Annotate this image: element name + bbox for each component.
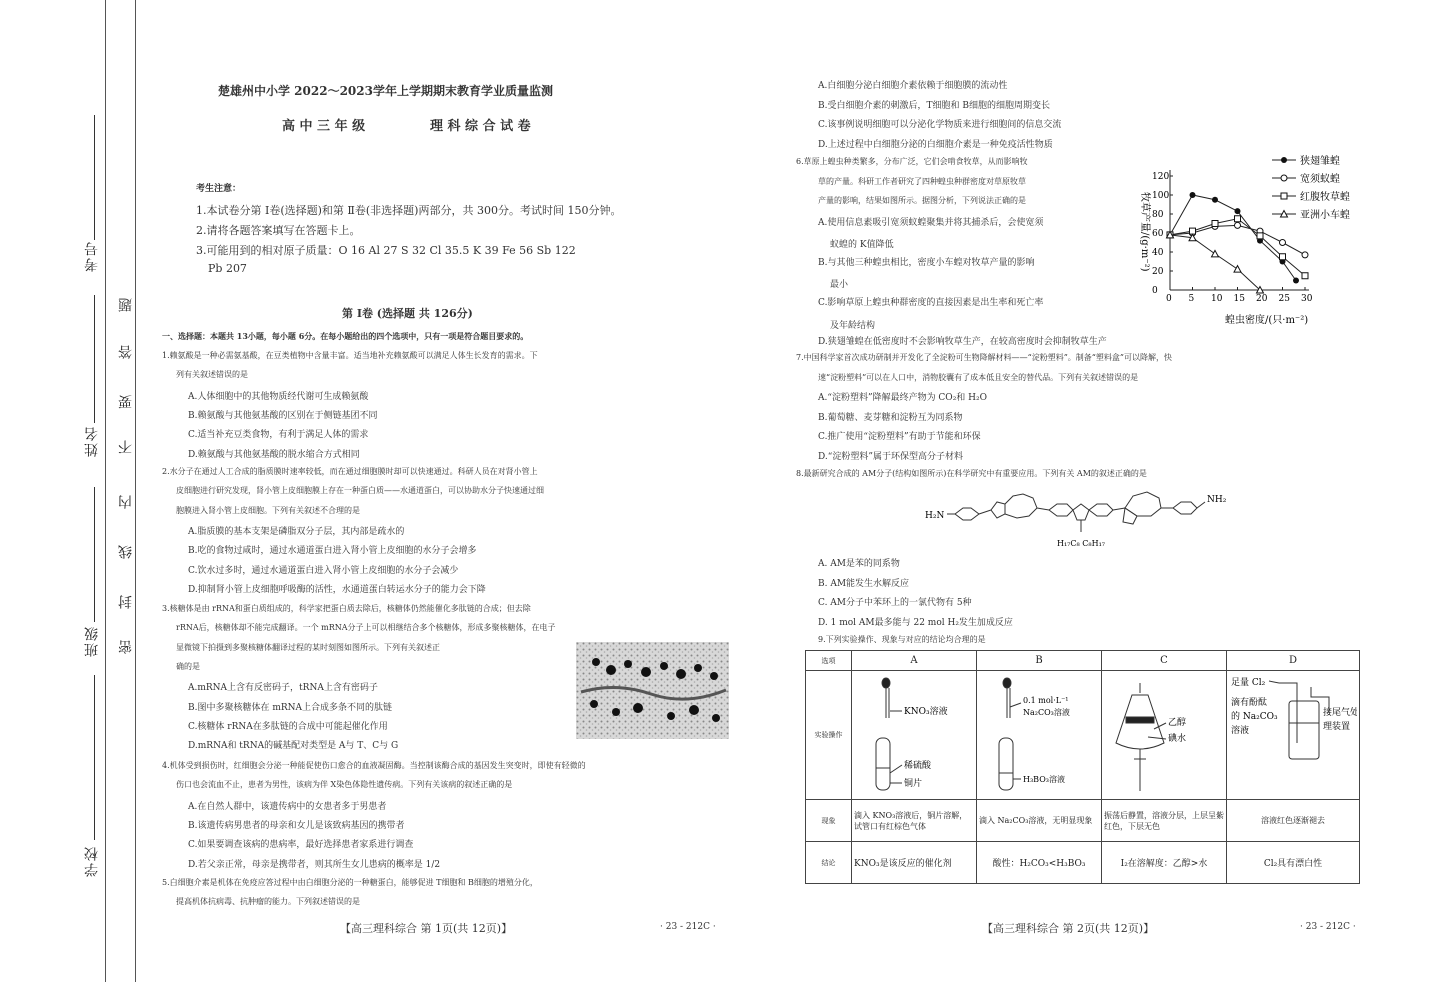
q9-row-label-operation: 实验操作 xyxy=(806,671,852,800)
q9-header-b: B xyxy=(977,651,1102,671)
section-title: 第 Ⅰ卷 (选择题 共 126分) xyxy=(342,307,473,320)
seal-char: 封 xyxy=(118,595,134,609)
chart-x-tick-label: 5 xyxy=(1188,294,1195,304)
am-alkyl-label: H₁₇C₈ C₈H₁₇ xyxy=(1057,539,1105,548)
q1-option: C.适当补充豆类食物，有利于满足人体的需求 xyxy=(188,430,369,441)
apparatus-d-diagram xyxy=(1229,673,1357,795)
apparatus-b-reagent: Na₂CO₃溶液 xyxy=(1023,708,1070,717)
class-label: 班级 xyxy=(84,625,100,657)
q6-stem-line: 6.草原上蝗虫种类繁多，分布广泛，它们会啃食牧草，从而影响牧 xyxy=(796,157,1028,166)
chart-x-tick-label: 30 xyxy=(1301,294,1313,304)
q8-option: B. AM能发生水解反应 xyxy=(818,578,910,589)
apparatus-d-line2: 的 Na₂CO₃ xyxy=(1231,712,1278,722)
q9-conclusions-row xyxy=(806,842,1360,884)
q6-option: A.使用信息素吸引宽须蚁蝗聚集并将其捕杀后，会使宽须 xyxy=(818,218,1044,228)
q9-header-d: D xyxy=(1227,651,1360,671)
chart-series-line xyxy=(1170,235,1260,290)
chart-legend-label: 红腹牧草蝗 xyxy=(1300,192,1350,203)
chart-x-tick-label: 0 xyxy=(1166,294,1172,304)
q9-conclusion-d: Cl₂具有漂白性 xyxy=(1227,842,1360,884)
q2-option: B.吃的食物过咸时，通过水通道蛋白进入肾小管上皮细胞的水分子会增多 xyxy=(188,546,477,557)
seal-char: 线 xyxy=(118,545,134,559)
q9-header-row xyxy=(806,651,1360,671)
q9-phenomenon-d: 溶液红色逐渐褪去 xyxy=(1227,800,1360,842)
q5-option: C.该事例说明细胞可以分泌化学物质来进行细胞间的信息交流 xyxy=(818,120,1062,130)
q8-stem: 8.最新研究合成的 AM分子(结构如图所示)在科学研究中有重要应用。下列有关 AM的叙述正确的是 xyxy=(796,469,1147,478)
q3-stem-line: 3.核糖体是由 rRNA和蛋白质组成的，科学家把蛋白质去除后，核糖体仍然能催化多肽链的合成；但去除 xyxy=(162,604,531,613)
q5-stem-line: 提高机体抗病毒、抗肿瘤的能力。下列叙述错误的是 xyxy=(176,897,360,907)
chart-point xyxy=(1190,192,1196,198)
q1-option: D.赖氨酸与其他氨基酸的脱水缩合方式相同 xyxy=(188,449,360,460)
q6-stem-line: 草的产量。科研工作者研究了四种蝗虫种群密度对草原牧草 xyxy=(818,176,1026,186)
notice-item-4: Pb 207 xyxy=(208,262,247,275)
footer-left-code: · 23 - 212C · xyxy=(660,922,716,932)
q3-option: C.核糖体 rRNA在多肽链的合成中可能起催化作用 xyxy=(188,721,388,732)
chart-legend-marker xyxy=(1281,193,1287,199)
chart-legend-marker xyxy=(1281,157,1287,163)
chart-point xyxy=(1212,221,1218,227)
q5-option: A.白细胞分泌白细胞介素依赖于细胞膜的流动性 xyxy=(818,81,1008,91)
chart-x-tick-label: 25 xyxy=(1278,294,1290,304)
chart-legend-label: 狭翅雏蝗 xyxy=(1300,156,1340,167)
footer-right-page: 【高三理科综合 第 2页(共 12页)】 xyxy=(982,922,1155,935)
apparatus-d-line1: 滴有酚酞 xyxy=(1231,698,1268,708)
apparatus-d-exhaust1: 接尾气处 xyxy=(1323,708,1357,718)
q1-stem-line: 1.赖氨酸是一种必需氨基酸，在豆类植物中含量丰富。适当地补充赖氨酸可以满足人体生长发育的需求。下 xyxy=(162,351,538,360)
chart-y-tick-label: 80 xyxy=(1152,210,1164,220)
q1-stem-line: 列有关叙述错误的是 xyxy=(176,370,248,380)
q9-row-label-conclusion: 结论 xyxy=(806,842,852,884)
q9-apparatus-b xyxy=(977,671,1102,800)
margin-line-inner xyxy=(135,0,136,982)
apparatus-a-reagent: KNO₃溶液 xyxy=(904,707,948,717)
q7-option: C.推广使用“淀粉塑料”有助于节能和环保 xyxy=(818,432,981,442)
chart-point xyxy=(1280,240,1286,246)
margin-line-outer xyxy=(105,0,106,982)
q6-option: 蚁蝗的 K值降低 xyxy=(830,240,894,250)
chart-x-tick-label: 20 xyxy=(1256,294,1268,304)
q9-apparatus-row xyxy=(806,671,1360,800)
chart-point xyxy=(1235,222,1241,228)
chart-legend-marker xyxy=(1281,175,1287,181)
class-blank xyxy=(94,487,95,622)
q4-option: B.该遗传病男患者的母亲和女儿是该致病基因的携带者 xyxy=(188,820,405,831)
q3-option: D.mRNA和 tRNA的碱基配对类型是 A与 T、C与 G xyxy=(188,741,399,752)
q3-option: B.图中多聚核糖体在 mRNA上合成多条不同的肽链 xyxy=(188,702,393,713)
apparatus-c-ethanol: 乙醇 xyxy=(1168,718,1187,728)
q6-option: 最小 xyxy=(830,280,849,290)
chart-legend xyxy=(1272,154,1350,221)
notice-heading: 考生注意： xyxy=(196,184,242,194)
q9-apparatus-c xyxy=(1102,671,1227,800)
q6-option: 及年龄结构 xyxy=(830,321,876,331)
chart-y-tick-label: 100 xyxy=(1152,191,1170,201)
q9-phenomenon-c: 振荡后静置，溶液分层，上层呈紫红色，下层无色 xyxy=(1102,800,1227,842)
chart-point xyxy=(1235,208,1241,214)
apparatus-d-exhaust2: 理装置 xyxy=(1323,722,1351,732)
chart-legend-label: 宽须蚁蝗 xyxy=(1300,174,1340,185)
exam-no-label: 考号 xyxy=(84,240,100,272)
q6-option: D.狭翅雏蝗在低密度时不会影响牧草生产，在较高密度时会抑制牧草生产 xyxy=(818,337,1107,347)
chart-ylabel: 牧草产量/(g·m⁻²) xyxy=(1139,192,1150,272)
seal-char: 题 xyxy=(118,298,134,312)
chart-xlabel: 蝗虫密度/(只·m⁻²) xyxy=(1225,315,1309,326)
chart-axes xyxy=(1152,170,1313,304)
q5-option: D.上述过程中白细胞分泌的白细胞介素是一种免疫活性物质 xyxy=(818,139,1053,150)
grade-label: 高 中 三 年 级 xyxy=(282,119,366,134)
q3-option: A.mRNA上含有反密码子，tRNA上含有密码子 xyxy=(188,683,378,694)
seal-char: 答 xyxy=(118,345,134,359)
micrograph-image xyxy=(576,642,729,739)
q4-stem-line: 伤口也会流血不止，患者为男性，该病为伴 X染色体隐性遗传病。下列有关该病的叙述正确的是 xyxy=(176,780,513,790)
apparatus-c-iodine: 碘水 xyxy=(1168,734,1187,744)
q6-option: C.影响草原上蝗虫种群密度的直接因素是出生率和死亡率 xyxy=(818,298,1044,308)
apparatus-d-line3: 溶液 xyxy=(1231,726,1250,736)
apparatus-b-diagram xyxy=(979,673,1099,795)
chart-point xyxy=(1235,216,1241,222)
q2-option: A.脂质膜的基本支架是磷脂双分子层，其内部是疏水的 xyxy=(188,526,405,537)
notice-item-2: 2.请将各题答案填写在答题卡上。 xyxy=(196,224,361,237)
am-nh2-right: NH₂ xyxy=(1207,495,1227,505)
apparatus-d-chlorine: 足量 Cl₂ xyxy=(1231,678,1266,688)
q9-conclusion-a: KNO₃是该反应的催化剂 xyxy=(852,842,977,884)
q9-phenomenon-a: 滴入 KNO₃溶液后，铜片溶解，试管口有红棕色气体 xyxy=(852,800,977,842)
q7-option: D.“淀粉塑料”属于环保型高分子材料 xyxy=(818,451,963,462)
chart-y-tick-label: 40 xyxy=(1152,248,1164,258)
q9-conclusion-c: I₂在溶解度：乙醇>水 xyxy=(1102,842,1227,884)
seal-char: 要 xyxy=(118,395,134,409)
seal-char: 不 xyxy=(118,440,134,454)
q2-stem-line: 胞膜进入肾小管上皮细胞。下列有关叙述不合理的是 xyxy=(176,505,360,515)
chart-x-tick-label: 15 xyxy=(1233,294,1245,304)
q5-stem-line: 5.白细胞介素是机体在免疫应答过程中由白细胞分泌的一种糖蛋白，能够促进 T细胞和 B细胞的增殖分化， xyxy=(162,878,538,887)
q9-header-option: 选项 xyxy=(806,651,852,671)
q7-stem-line: 速“淀粉塑料”可以在人口中，消物胶囊有了成本低且安全的替代品。下列有关叙述错误的是 xyxy=(818,373,1139,382)
q6-line-chart xyxy=(1130,152,1430,330)
chart-point xyxy=(1280,254,1286,260)
am-structure-diagram xyxy=(925,478,1235,550)
q2-option: C.饮水过多时，通过水通道蛋白进入肾小管上皮细胞的水分子会减少 xyxy=(188,565,459,576)
q9-apparatus-a xyxy=(852,671,977,800)
q4-option: A.在自然人群中，该遗传病中的女患者多于男患者 xyxy=(188,801,387,812)
notice-item-3: 3.可能用到的相对原子质量：O 16 Al 27 S 32 Cl 35.5 K 39 Fe 56 Sb 122 xyxy=(196,244,576,257)
q2-stem-line: 皮细胞进行研究发现，肾小管上皮细胞膜上存在一种蛋白质——水通道蛋白，可以协助水分子快速通过细 xyxy=(176,486,544,496)
q3-stem-line: rRNA后，核糖体却不能完成翻译。一个 mRNA分子上可以相继结合多个核糖体，形成多聚核糖体，在电子 xyxy=(176,623,556,633)
chart-point xyxy=(1234,266,1241,273)
chart-x-tick-label: 10 xyxy=(1211,294,1223,304)
name-blank xyxy=(94,295,95,423)
paper-title: 理 科 综 合 试 卷 xyxy=(430,119,531,134)
chart-y-tick-label: 20 xyxy=(1152,267,1164,277)
footer-left-page: 【高三理科综合 第 1页(共 12页)】 xyxy=(340,922,513,935)
apparatus-b-conc: 0.1 mol·L⁻¹ xyxy=(1023,696,1069,705)
exam-title: 楚雄州中小学 2022～2023学年上学期期末教育学业质量监测 xyxy=(218,84,553,98)
q1-option: B.赖氨酸与其他氨基酸的区别在于侧链基团不同 xyxy=(188,410,378,421)
apparatus-a-diagram xyxy=(854,673,974,795)
q9-phenomena-row xyxy=(806,800,1360,842)
chart-point xyxy=(1302,252,1308,258)
q3-stem-line: 确的是 xyxy=(176,661,200,671)
seal-char: 内 xyxy=(118,495,134,509)
q8-option: C. AM分子中苯环上的一氯代物有 5种 xyxy=(818,598,972,608)
footer-right-code: · 23 - 212C · xyxy=(1300,922,1356,932)
q9-header-a: A xyxy=(852,651,977,671)
am-nh2-left: H₂N xyxy=(925,511,945,521)
chart-y-tick-label: 60 xyxy=(1152,229,1164,239)
q8-option: D. 1 mol AM最多能与 22 mol H₂发生加成反应 xyxy=(818,617,1013,628)
q4-option: C.如果要调查该病的患病率，最好选择患者家系进行调查 xyxy=(188,840,414,851)
notice-item-1: 1.本试卷分第 Ⅰ卷(选择题)和第 Ⅱ卷(非选择题)两部分，共 300分。考试时间 150分钟。 xyxy=(196,204,622,217)
chart-point xyxy=(1257,233,1263,239)
q4-stem-line: 4.机体受到损伤时，红细胞会分泌一种能促使伤口愈合的血液凝固酶。当控制该酶合成的基因发生突变时，即使有轻微的 xyxy=(162,761,586,770)
q7-option: B.葡萄糖、麦芽糖和淀粉互为同系物 xyxy=(818,412,963,423)
q6-stem-line: 产量的影响，结果如图所示。据图分析，下列说法正确的是 xyxy=(818,196,1026,205)
q3-stem-line: 显微镜下拍摄到多聚核糖体翻译过程的某时刻图如图所示。下列有关叙述正 xyxy=(176,642,440,652)
chart-series xyxy=(1167,192,1309,293)
exam-no-blank xyxy=(94,115,95,240)
q9-phenomenon-b: 滴入 Na₂CO₃溶液，无明显现象 xyxy=(977,800,1102,842)
q4-option: D.若父亲正常，母亲是携带者，则其所生女儿患病的概率是 1/2 xyxy=(188,859,441,870)
q7-stem-line: 7.中国科学家首次成功研制并开发化了全淀粉可生物降解材料——“淀粉塑料”。制备“塑料盒”可以降解，快 xyxy=(796,353,1172,362)
chart-y-tick-label: 0 xyxy=(1152,286,1158,296)
q2-option: D.抑制肾小管上皮细胞呼吸酶的活性，水通道蛋白转运水分子的能力会下降 xyxy=(188,584,486,595)
q1-option: A.人体细胞中的其他物质经代谢可生成赖氨酸 xyxy=(188,391,369,402)
apparatus-b-acid: H₃BO₃溶液 xyxy=(1023,775,1065,784)
section-instruction: 一、选择题：本题共 13小题，每小题 6分。在每小题给出的四个选项中，只有一项是符合题目要求的。 xyxy=(162,331,529,341)
chart-point xyxy=(1302,273,1308,279)
q9-apparatus-d xyxy=(1227,671,1360,800)
q9-row-label-phenomena: 现象 xyxy=(806,800,852,842)
chart-point xyxy=(1212,197,1218,203)
apparatus-a-acid: 稀硫酸 xyxy=(904,761,932,771)
q9-header-c: C xyxy=(1102,651,1227,671)
apparatus-a-copper: 铜片 xyxy=(904,779,923,789)
chart-y-tick-label: 120 xyxy=(1152,172,1170,182)
seal-char: 密 xyxy=(118,640,134,654)
apparatus-c-diagram xyxy=(1104,673,1224,795)
chart-point xyxy=(1212,250,1219,257)
chart-legend-label: 亚洲小车蝗 xyxy=(1300,210,1350,221)
q9-stem: 9.下列实验操作、现象与对应的结论均合理的是 xyxy=(818,635,986,644)
school-label: 学校 xyxy=(84,845,100,877)
q7-option: A.“淀粉塑料”降解最终产物为 CO₂和 H₂O xyxy=(818,393,987,403)
name-label: 姓名 xyxy=(84,425,100,457)
q8-option: A. AM是苯的同系物 xyxy=(818,559,900,569)
q2-stem-line: 2.水分子在通过人工合成的脂质膜时速率较低，而在通过细胞膜时却可以快速通过。科研人员在对肾小管上 xyxy=(162,467,538,476)
q9-table xyxy=(805,650,1360,884)
chart-point xyxy=(1293,278,1299,284)
q5-option: B.受白细胞介素的刺激后，T细胞和 B细胞的细胞周期变长 xyxy=(818,100,1050,111)
q9-conclusion-b: 酸性：H₂CO₃<H₃BO₃ xyxy=(977,842,1102,884)
q6-option: B.与其他三种蝗虫相比，密度小车蝗对牧草产量的影响 xyxy=(818,258,1035,268)
school-blank xyxy=(94,675,95,840)
